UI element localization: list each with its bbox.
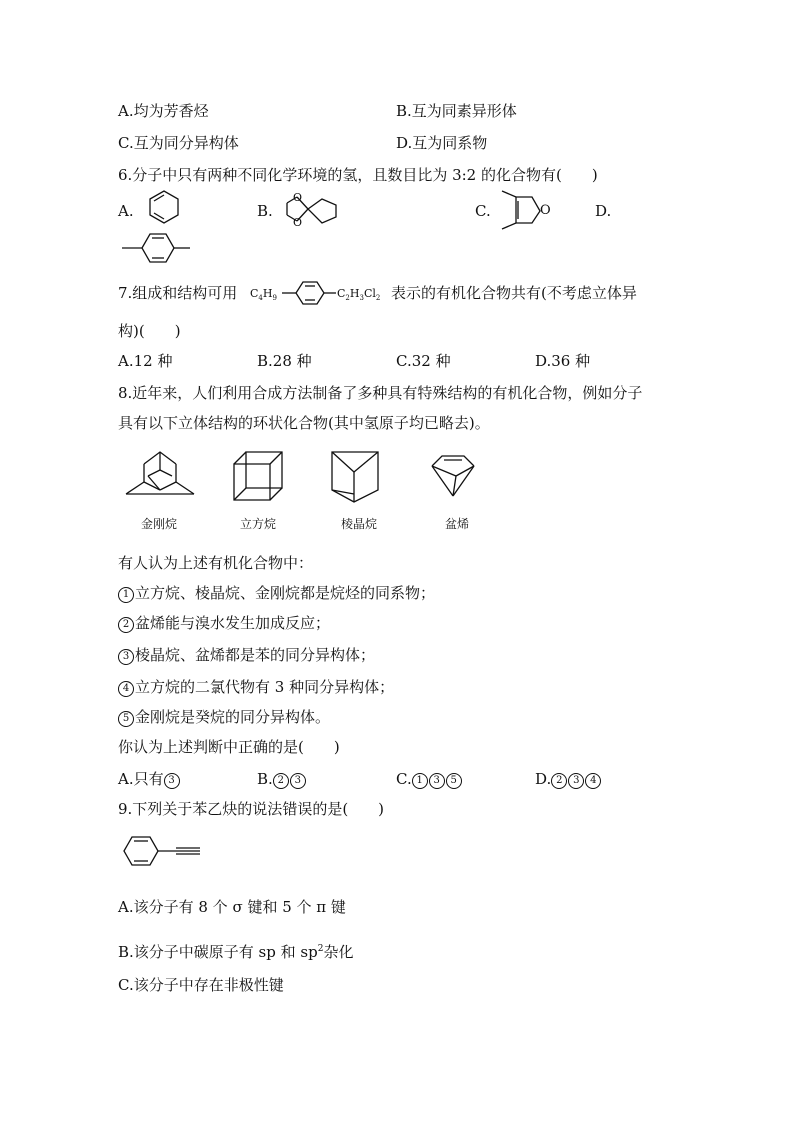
circled-number: 1 [118,587,134,603]
q9-stem: 9.下列关于苯乙炔的说法错误的是( ) [118,800,385,818]
q8-intro: 有人认为上述有机化合物中： [118,554,314,572]
q7-option-c: C.32 种 [396,352,451,370]
q8-question: 你认为上述判断中正确的是( ) [118,738,340,756]
q8-option-a: A.只有 3 [118,769,181,789]
q6-stem: 6.分子中只有两种不同化学环境的氢，且数目比为 3:2 的化合物有( ) [118,166,598,184]
q7-stem-cont: 构)( ) [118,322,181,340]
svg-text:O: O [293,191,303,204]
q9-option-c: C.该分子中存在非极性键 [118,976,284,994]
q8-stem-line2: 具有以下立体结构的环状化合物(其中氢原子均已略去)。 [118,414,490,432]
svg-text:C4H9: $C_4H_9$ [250,287,277,302]
q8-statement-1: 1 立方烷、棱晶烷、金刚烷都是烷烃的同系物； [118,583,435,603]
q8-statement-3: 3 棱晶烷、盆烯都是苯的同分异构体； [118,645,375,665]
q5-option-a: A.均为芳香烃 [118,102,209,120]
q7-option-d: D.36 种 [535,352,591,370]
svg-text:O: O [293,216,303,229]
q6-structure-b [275,189,355,233]
q9-option-a: A.该分子有 8 个 σ 键和 5 个 π 键 [118,898,346,916]
q6-option-d-label: D. [595,202,612,220]
q7-stem-pre: 7.组成和结构可用 [118,284,238,302]
svg-text:C2H3Cl2: $C_2H_3Cl_2$ [337,287,381,302]
q8-option-d: D. 2 3 4 [535,769,602,789]
q8-option-b: B. 2 3 [257,769,307,789]
circled-number: 5 [118,711,134,727]
q7-structure [250,278,390,308]
q6-structure-c-oxygen: O [540,203,551,218]
circled-number: 3 [118,649,134,665]
q6-option-b-label: B. [257,202,273,220]
adamantane-structure [124,450,198,502]
q6-option-c-label: C. [475,202,491,220]
circled-number: 2 [118,617,134,633]
q5-option-d: D.互为同系物 [396,134,488,152]
caption-benzvalene: 盆烯 [445,517,470,531]
q9-option-b: B.该分子中碳原子有 sp 和 $sp^2$杂化 [118,943,354,961]
q5-option-b: B.互为同素异形体 [396,102,517,120]
q8-statement-5: 5 金刚烷是癸烷的同分异构体。 [118,707,330,727]
q7-option-a: A.12 种 [118,352,173,370]
prismane-structure [330,450,382,504]
q6-structure-d [118,230,198,266]
q7-option-b: B.28 种 [257,352,312,370]
benzvalene-structure [428,452,480,502]
q7-stem-post: 表示的有机化合物共有(不考虑立体异 [391,284,637,302]
phenylacetylene-structure [120,833,210,873]
q8-statement-2: 2 盆烯能与溴水发生加成反应； [118,613,330,633]
q8-stem-line1: 8.近年来，人们利用合成方法制备了多种具有特殊结构的有机化合物，例如分子 [118,384,643,402]
cubane-structure [230,448,286,506]
q8-statement-4: 4 立方烷的二氯代物有 3 种同分异构体； [118,677,394,697]
caption-cubane: 立方烷 [240,517,277,531]
q6-option-a-label: A. [118,202,134,220]
circled-number: 4 [118,681,134,697]
caption-prismane: 棱晶烷 [341,517,378,531]
q5-option-c: C.互为同分异构体 [118,134,239,152]
q6-structure-a [140,191,190,231]
q8-option-c: C. 1 3 5 [396,769,463,789]
caption-adamantane: 金刚烷 [141,517,178,531]
